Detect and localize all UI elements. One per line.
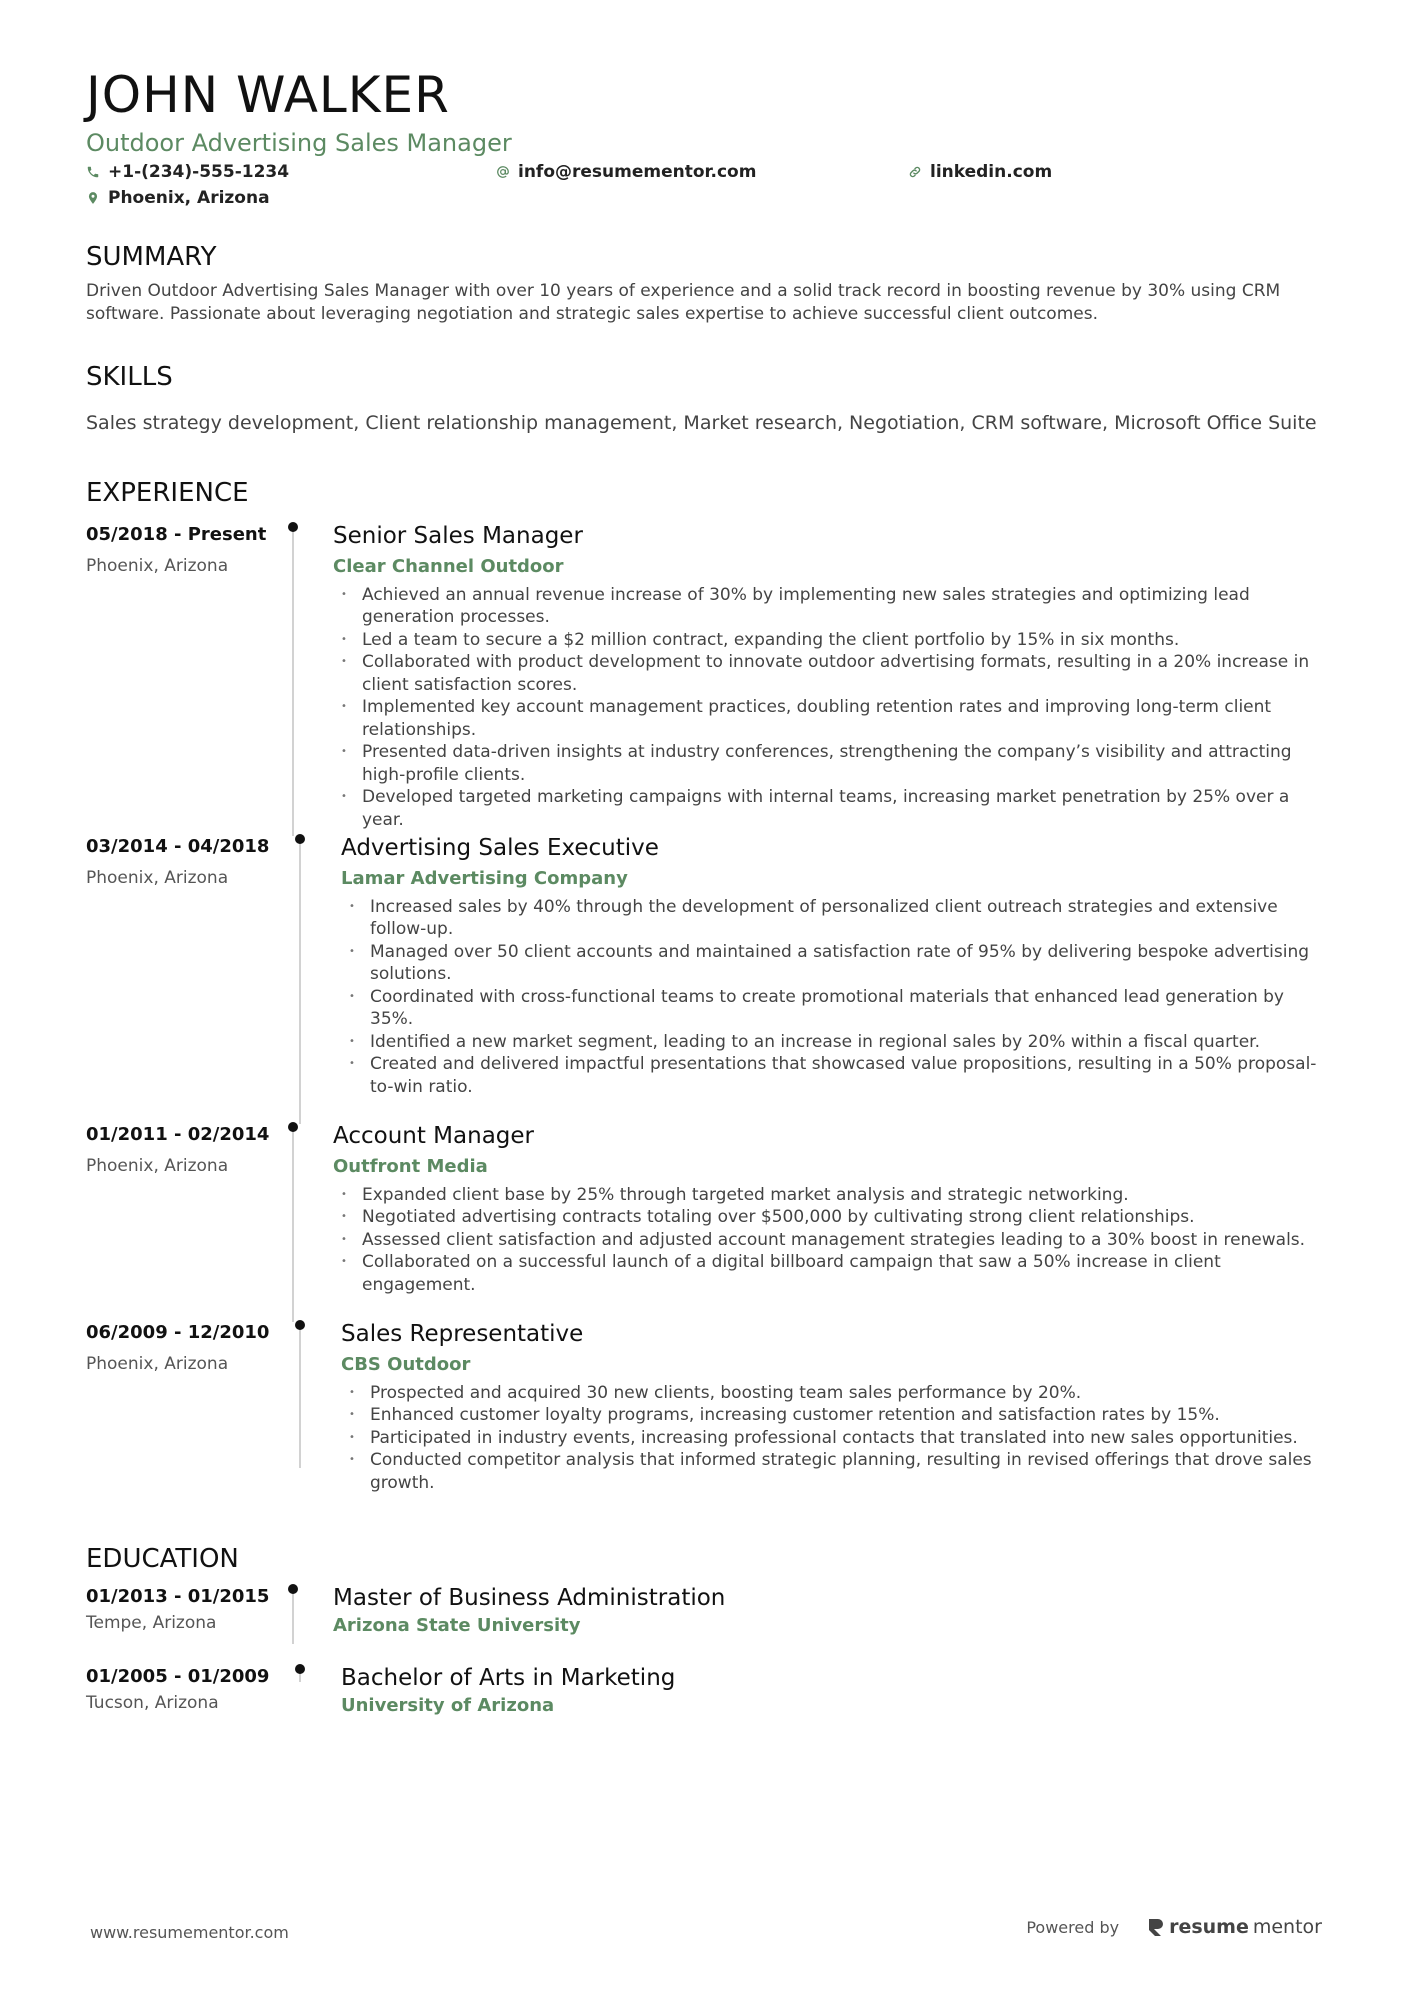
footer-website[interactable]: www.resumementor.com xyxy=(90,1923,289,1942)
achievement-item: • Developed targeted marketing campaigns with internal teams, increasing market penetration by 25% over a year. xyxy=(333,786,1326,831)
job-dates: 06/2009 - 12/2010 xyxy=(86,1322,270,1344)
job-dates: 03/2014 - 04/2018 xyxy=(86,836,270,858)
degree-title: Bachelor of Arts in Marketing xyxy=(341,1665,676,1692)
resumementor-logo-icon xyxy=(1147,1917,1165,1937)
job-achievements xyxy=(333,1184,1326,1297)
degree-title: Master of Business Administration xyxy=(333,1585,726,1612)
footer-branding xyxy=(1026,1916,1322,1938)
phone-contact[interactable] xyxy=(86,162,289,182)
job-location: Phoenix, Arizona xyxy=(86,556,229,577)
timeline-rail xyxy=(299,1322,301,1468)
achievement-item: • Negotiated advertising contracts totaling over $500,000 by cultivating strong client relationships. xyxy=(333,1206,1326,1229)
achievement-item: • Implemented key account management practices, doubling retention rates and improving long-term client relationships. xyxy=(333,696,1326,741)
timeline-rail xyxy=(292,524,294,836)
education-entry xyxy=(86,1666,1326,1736)
job-achievements xyxy=(341,896,1326,1099)
job-company: CBS Outdoor xyxy=(341,1353,471,1375)
phone-text: +1-(234)-555-1234 xyxy=(108,162,290,183)
linkedin-text: linkedin.com xyxy=(930,162,1053,183)
timeline-rail xyxy=(299,1666,301,1682)
experience-section xyxy=(86,478,1326,1522)
candidate-role: Outdoor Advertising Sales Manager xyxy=(86,129,512,157)
timeline-rail xyxy=(299,836,301,1124)
skills-text: Sales strategy development, Client relationship management, Market research, Negotiation, CRM software, Microsoft Office Suite xyxy=(86,412,1317,435)
job-entry xyxy=(86,1322,1326,1522)
timeline-rail xyxy=(292,1586,294,1644)
job-title: Sales Representative xyxy=(341,1321,584,1348)
education-dates: 01/2005 - 01/2009 xyxy=(86,1666,270,1688)
school-name: University of Arizona xyxy=(341,1694,555,1716)
achievement-item: • Enhanced customer loyalty programs, increasing customer retention and satisfaction rates by 15%. xyxy=(341,1404,1326,1427)
job-entry xyxy=(86,524,1326,836)
location-text: Phoenix, Arizona xyxy=(108,188,270,209)
achievement-item: • Led a team to secure a $2 million contract, expanding the client portfolio by 15% in six months. xyxy=(333,629,1326,652)
education-timeline xyxy=(86,1586,1326,1736)
job-company: Outfront Media xyxy=(333,1155,488,1177)
achievement-item: • Collaborated with product development to innovate outdoor advertising formats, resulting in a 20% increase in client satisfaction scores. xyxy=(333,651,1326,696)
link-icon xyxy=(908,165,922,179)
resumementor-logo[interactable] xyxy=(1147,1916,1322,1938)
achievement-item: • Achieved an annual revenue increase of 30% by implementing new sales strategies and optimizing lead generation processes. xyxy=(333,584,1326,629)
experience-heading: EXPERIENCE xyxy=(86,478,249,509)
job-dates: 01/2011 - 02/2014 xyxy=(86,1124,270,1146)
job-entry xyxy=(86,1124,1326,1322)
job-dates: 05/2018 - Present xyxy=(86,524,267,546)
achievement-item: • Collaborated on a successful launch of a digital billboard campaign that saw a 50% increase in client engagement. xyxy=(333,1251,1326,1296)
job-location: Phoenix, Arizona xyxy=(86,868,229,889)
job-title: Senior Sales Manager xyxy=(333,523,583,550)
summary-text: Driven Outdoor Advertising Sales Manager with over 10 years of experience and a solid track record in boosting revenue by 30% using CRM software. Passionate about leveraging negotiation and strategic sales expertise to achieve successful client outcomes. xyxy=(86,281,1281,325)
job-location: Phoenix, Arizona xyxy=(86,1156,229,1177)
job-entry xyxy=(86,836,1326,1124)
timeline-rail xyxy=(292,1124,294,1322)
job-title: Advertising Sales Executive xyxy=(341,835,659,862)
powered-by-text: Powered by xyxy=(1026,1917,1120,1937)
email-contact[interactable] xyxy=(496,162,756,182)
brand-light-text: mentor xyxy=(1252,1916,1322,1938)
summary-heading: SUMMARY xyxy=(86,242,217,273)
job-title: Account Manager xyxy=(333,1123,534,1150)
email-text: info@resumementor.com xyxy=(518,162,757,183)
resume-page xyxy=(86,66,1326,1736)
skills-heading: SKILLS xyxy=(86,362,173,393)
achievement-item: • Assessed client satisfaction and adjusted account management strategies leading to a 30% boost in renewals. xyxy=(333,1229,1326,1252)
achievement-item: • Coordinated with cross-functional teams to create promotional materials that enhanced lead generation by 35%. xyxy=(341,986,1326,1031)
achievement-item: • Expanded client base by 25% through targeted market analysis and strategic networking. xyxy=(333,1184,1326,1207)
school-name: Arizona State University xyxy=(333,1614,581,1636)
location-pin-icon xyxy=(86,191,100,205)
at-icon xyxy=(496,165,510,179)
job-achievements xyxy=(341,1382,1326,1495)
skills-section xyxy=(86,362,1326,434)
job-location: Phoenix, Arizona xyxy=(86,1354,229,1375)
achievement-item: • Increased sales by 40% through the development of personalized client outreach strategies and extensive follow-up. xyxy=(341,896,1326,941)
job-achievements xyxy=(333,584,1326,832)
summary-section xyxy=(86,242,1326,326)
phone-icon xyxy=(86,165,100,179)
achievement-item: • Presented data-driven insights at industry conferences, strengthening the company’s visibility and attracting high-profile clients. xyxy=(333,741,1326,786)
education-section xyxy=(86,1544,1326,1736)
achievement-item: • Participated in industry events, increasing professional contacts that translated into new sales opportunities. xyxy=(341,1427,1326,1450)
brand-bold-text: resume xyxy=(1169,1916,1249,1938)
linkedin-contact[interactable] xyxy=(908,162,1052,182)
achievement-item: • Conducted competitor analysis that informed strategic planning, resulting in revised offerings that drove sales growth. xyxy=(341,1449,1326,1494)
candidate-name: JOHN WALKER xyxy=(86,66,450,124)
education-location: Tucson, Arizona xyxy=(86,1693,219,1714)
education-dates: 01/2013 - 01/2015 xyxy=(86,1586,270,1608)
education-location: Tempe, Arizona xyxy=(86,1613,217,1634)
experience-timeline xyxy=(86,524,1326,1522)
contact-info xyxy=(86,162,1326,216)
education-entry xyxy=(86,1586,1326,1666)
achievement-item: • Prospected and acquired 30 new clients, boosting team sales performance by 20%. xyxy=(341,1382,1326,1405)
job-company: Clear Channel Outdoor xyxy=(333,555,564,577)
achievement-item: • Created and delivered impactful presentations that showcased value propositions, resulting in a 50% proposal-to-win ratio. xyxy=(341,1053,1326,1098)
education-heading: EDUCATION xyxy=(86,1544,239,1575)
achievement-item: • Identified a new market segment, leading to an increase in regional sales by 20% within a fiscal quarter. xyxy=(341,1031,1326,1054)
location-contact xyxy=(86,188,270,208)
achievement-item: • Managed over 50 client accounts and maintained a satisfaction rate of 95% by delivering bespoke advertising solutions. xyxy=(341,941,1326,986)
job-company: Lamar Advertising Company xyxy=(341,867,628,889)
